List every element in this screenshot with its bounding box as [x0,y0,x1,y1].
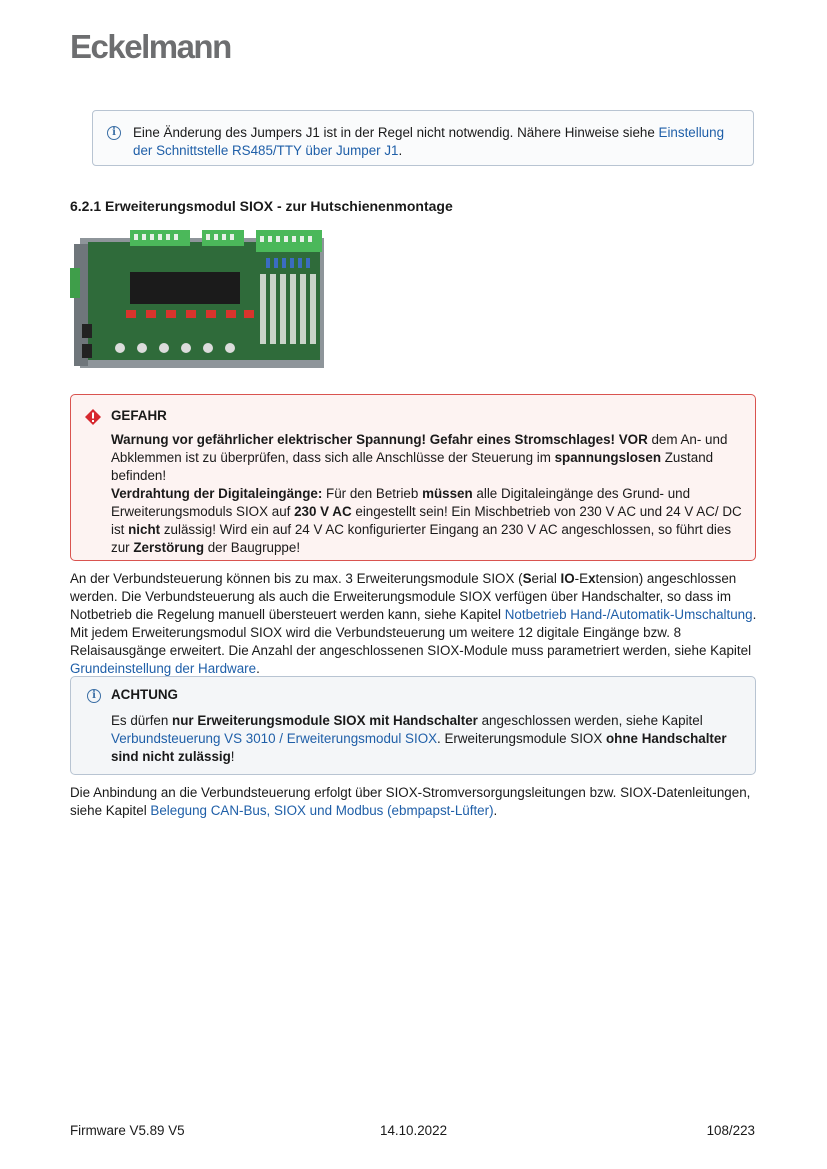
danger-warning-box [70,394,756,561]
body-paragraph: Die Anbindung an die Verbundsteuerung erfolgt über SIOX-Stromversorgungsleitungen bzw. SIOX-Datenleitungen, siehe Kapitel Belegung CAN-Bus, SIOX und Modbus (ebmpapst-Lüfter). [70,785,751,818]
body-paragraph: An der Verbundsteuerung können bis zu max. 3 Erweiterungsmodule SIOX (Serial IO-Extension) angeschlossen werden. Die Verbundsteuerung als auch die Erweiterungsmodule SIOX verfügen über Handschalter, so dass im Notbetrieb die Regelung manuell übersteuert werden kann, siehe Kapitel Notbetrieb Hand-/Automatik-Umschaltung. Mit jedem Erweiterungsmodul SIOX wird die Verbundsteuerung um weitere 12 digitale Eingänge bzw. 8 Relaisausgänge erweitert. Die Anzahl der angeschlossenen SIOX-Module muss parametriert werden, siehe Kapitel Grundeinstellung der Hardware. [70,571,757,676]
caution-title: ACHTUNG [111,687,178,702]
link-vs3010-siox[interactable]: Verbundsteuerung VS 3010 / Erweiterungsmodul SIOX [111,731,438,746]
company-logo: Eckelmann [70,28,231,65]
danger-text: Warnung vor gefährlicher elektrischer Spannung! Gefahr eines Stromschlages! VOR dem An- und Abklemmen ist zu überprüfen, dass sich alle Anschlüsse der Steuerung im spannungslosen Zustand befinden! Verdrahtung der Digitaleingänge: Für den Betrieb müssen alle Digitaleingänge des Grund- und Erweiterungsmoduls SIOX auf 230 V AC eingestellt sein! Ein Mischbetrieb von 230 V AC und 24 V AC/ DC ist nicht zulässig! Wird ein auf 24 V AC konfigurierter Eingang an 230 V AC angeschlossen, so führt dies zur Zerstörung der Baugruppe! [111,432,742,555]
link-can-bus-belegung[interactable]: Belegung CAN-Bus, SIOX und Modbus (ebmpapst-Lüfter) [150,803,494,818]
siox-module-image [70,228,328,374]
link-notbetrieb[interactable]: Notbetrieb Hand-/Automatik-Umschaltung [504,607,753,622]
caution-text: Es dürfen nur Erweiterungsmodule SIOX mit Handschalter angeschlossen werden, siehe Kapitel Verbundsteuerung VS 3010 / Erweiterungsmodul SIOX. Erweiterungsmodule SIOX ohne Handschalter sind nicht zulässig! [111,713,727,764]
danger-icon [85,409,101,425]
link-rs485-jumper[interactable]: Einstellung der Schnittstelle RS485/TTY über Jumper J1 [133,125,725,158]
info-icon: i [87,689,101,703]
danger-title: GEFAHR [111,408,167,423]
info-note-text: Eine Änderung des Jumpers J1 ist in der Regel nicht notwendig. Nähere Hinweise siehe Einstellung der Schnittstelle RS485/TTY über Jumper J1. [133,125,725,158]
section-heading: 6.2.1 Erweiterungsmodul SIOX - zur Hutschienenmontage [70,198,453,214]
footer-firmware: Firmware V5.89 V5 [70,1123,185,1138]
info-icon: i [107,126,121,140]
caution-box [70,676,756,775]
footer-page-number: 108/223 [706,1123,755,1138]
link-grundeinstellung[interactable]: Grundeinstellung der Hardware [70,661,257,676]
footer-date: 14.10.2022 [380,1123,448,1138]
info-note [92,110,754,166]
